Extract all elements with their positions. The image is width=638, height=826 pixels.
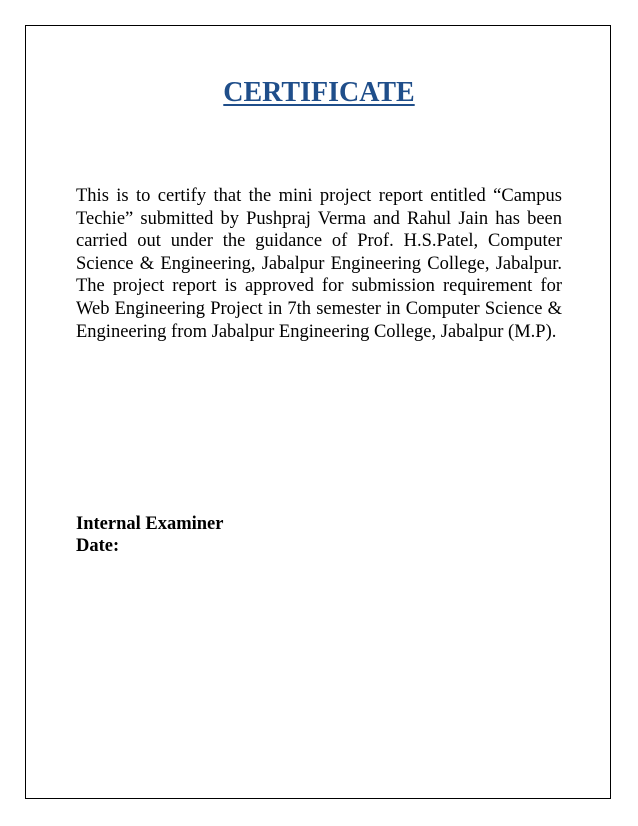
internal-examiner-label: Internal Examiner	[76, 514, 224, 534]
certificate-body: This is to certify that the mini project report entitled “Campus Techie” submitted by Pushpraj Verma and Rahul Jain has been carried out under the guidance of Prof. H.S.Patel, Computer Science & Engineering, Jabalpur Engineering College, Jabalpur. The project report is approved for submission requirement for Web Engineering Project in 7th semester in Computer Science & Engineering from Jabalpur Engineering College, Jabalpur (M.P).	[76, 186, 562, 342]
page-border	[25, 25, 611, 799]
certificate-title: CERTIFICATE	[223, 77, 415, 108]
date-label: Date:	[76, 536, 120, 556]
signature-block	[76, 513, 223, 557]
certificate-title-block	[0, 76, 638, 110]
